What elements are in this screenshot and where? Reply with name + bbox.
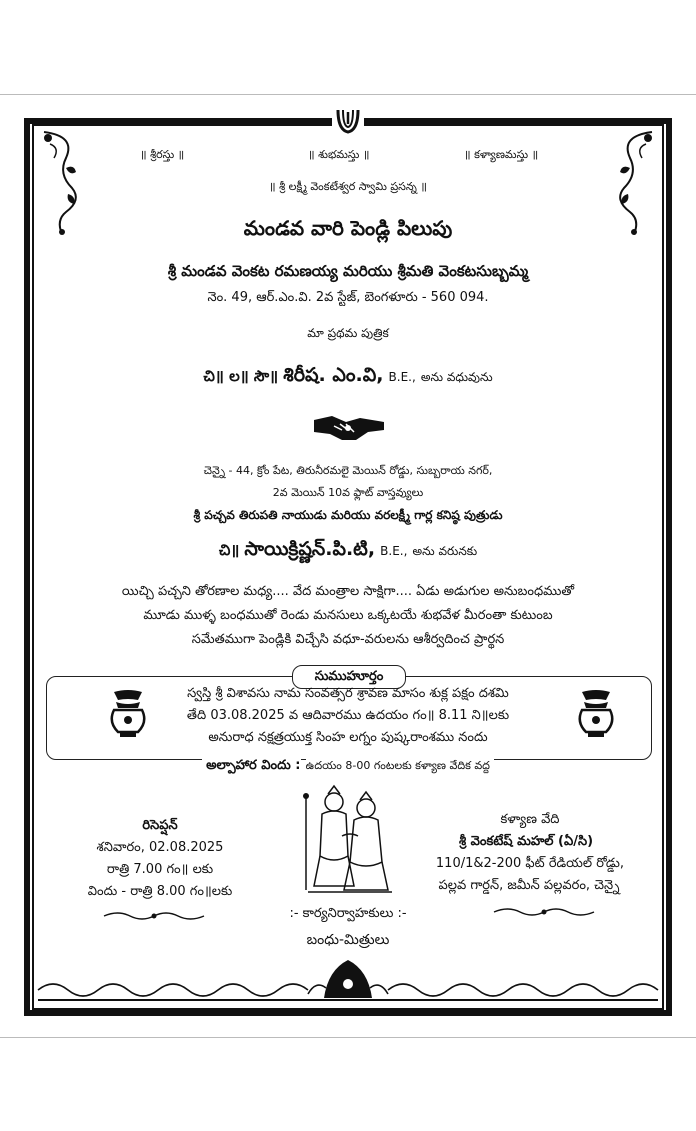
venue-address-2: పల్లవ గార్డన్, జమీన్ పల్లవరం, చెన్నై: [438, 878, 620, 893]
bride-degree: B.E.,: [388, 370, 416, 384]
page-rule-bottom: [0, 1037, 696, 1038]
blessing-left: ॥ శ్రీరస్తు ॥: [140, 148, 185, 161]
venue-address-1: 110/1&2-200 ఫీట్ రేడియల్ రోడ్డు,: [435, 856, 625, 871]
invocation: ॥ శ్రీ లక్ష్మీ వెంకటేశ్వర స్వామి ప్రసన్న ॥: [269, 180, 427, 193]
bride-address: నెం. 49, ఆర్.ఎం.వి. 2వ స్టేజ్, బెంగళూరు - 560 094.: [207, 290, 489, 305]
breakfast-details: ఉదయం 8-00 గంటలకు కళ్యాణ వేదిక వద్ద: [306, 759, 494, 772]
page-title: మండవ వారి పెండ్లి పిలుపు: [243, 216, 453, 240]
muhurtham-title: సుముహూర్తం: [292, 665, 406, 689]
groom-address-line1: చెన్నై - 44, క్రోం పేట, తిరునీరమలై మెయిన్ రోడ్డు, సుబ్బరాయ నగర్,: [203, 464, 493, 477]
invitation-line-2: మూడు ముళ్ళ బంధముతో రెండు మనసులు ఒక్కటయే శుభవేళ మీరంతా కుటుంబ: [143, 608, 553, 623]
page-rule-top: [0, 94, 696, 95]
handshake-icon: [312, 410, 386, 444]
namam-icon: [332, 108, 364, 134]
venue-name: శ్రీ వెంకటేష్ మహల్ (ఏ/సి): [458, 834, 594, 849]
venue-title: కళ్యాణ వేది: [500, 812, 560, 827]
groom-degree: B.E.,: [380, 544, 408, 558]
groom-address-line2: 2వ మెయిన్ 10వ ఫ్లాట్ వాస్తవ్యులు: [272, 486, 424, 499]
breakfast-line: [0, 754, 696, 776]
bride-prefix: చి॥ ల॥ సౌ॥: [203, 367, 279, 385]
invitation-line-3: సమేతముగా పెండ్లికి విచ్చేసి వధూ-వరులను ఆశీర్వదించ ప్రార్థన: [191, 632, 505, 647]
invitation-line-1: యిచ్చి పచ్చని తోరణాల మధ్య.... వేద మంత్రాల సాక్షిగా.... ఏడు అడుగుల అనుబంధముతో: [121, 584, 575, 599]
groom-prefix: చి॥: [218, 541, 240, 559]
blessing-center: ॥ శుభమస్తు ॥: [308, 148, 370, 161]
muhurtham-line-2: తేది 03.08.2025 వ ఆదివారము ఉదయం గం॥ 8.11 ని॥లకు: [186, 708, 510, 723]
deities-icon: [298, 786, 402, 898]
blessing-right: ॥ కళ్యాణమస్తు ॥: [464, 148, 539, 161]
breakfast-label: అల్పాహార విందు :: [202, 758, 300, 773]
groom-parents: శ్రీ పచ్చవ తిరుపతి నాయుడు మరియు వరలక్ష్మీ గార్ల కనిష్ఠ పుత్రుడు: [193, 508, 503, 522]
muhurtham-line-1: స్వస్తి శ్రీ విశావసు నామ సంవత్సర శ్రావణ మాసం శుక్ల పక్షం దశమి: [187, 686, 509, 701]
groom-suffix: అను వరునకు: [412, 544, 478, 558]
reception-time: రాత్రి 7.00 గం॥ లకు: [106, 862, 214, 877]
bride-line: [0, 364, 696, 391]
organisers: బంధు-మిత్రులు: [306, 932, 390, 948]
muhurtham-line-3: అనురాధ నక్షత్రయుక్త సింహ లగ్నం పుష్కరాంశము నందు: [208, 730, 488, 745]
organisers-title: :- కార్యనిర్వాహకులు :-: [289, 906, 407, 921]
reception-title: రిసెప్షన్: [142, 818, 178, 833]
reception-dinner: విందు - రాత్రి 8.00 గం॥లకు: [87, 884, 233, 899]
groom-name: సాయిక్రిష్ణన్.పి.టి,: [244, 538, 376, 560]
floral-border-icon: [38, 954, 658, 1006]
bride-relation: మా ప్రథమ పుత్రిక: [307, 326, 389, 340]
bride-suffix: అను వధువును: [420, 370, 493, 384]
groom-line: [0, 538, 696, 565]
bride-name: శిరీష. ఎం.వి,: [283, 364, 384, 386]
bride-parents: శ్రీ మండవ వెంకట రమణయ్య మరియు శ్రీమతి వెంకటసుబ్బమ్మ: [167, 262, 529, 280]
reception-day: శనివారం, 02.08.2025: [96, 840, 224, 855]
